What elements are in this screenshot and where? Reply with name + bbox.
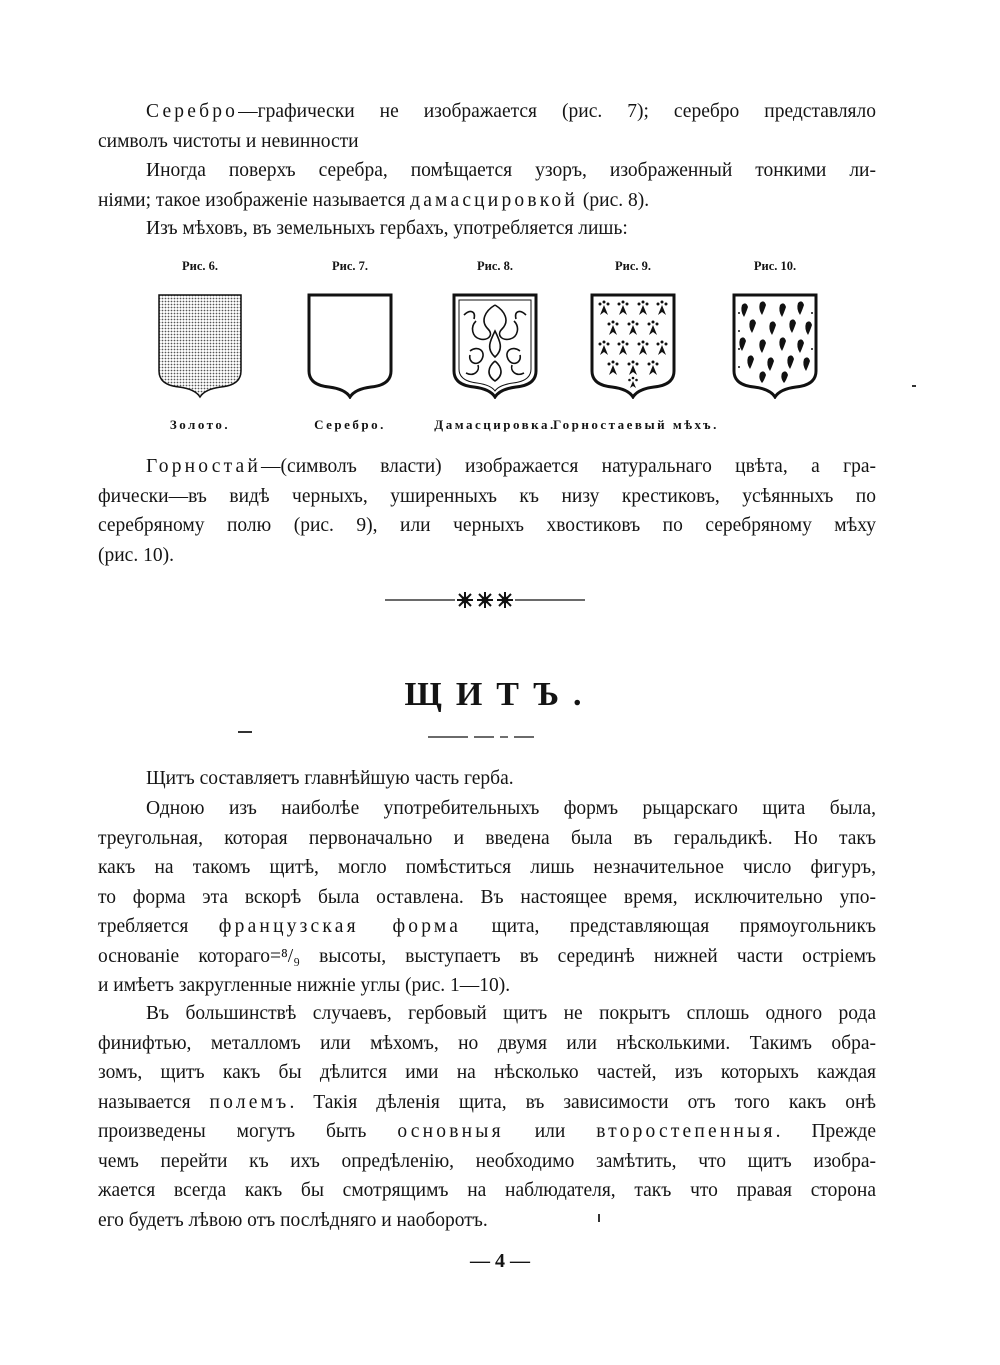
furs-intro-paragraph: Изъ мѣховъ, въ земельныхъ гербахъ, употребляется лишь: — [146, 218, 628, 239]
figure-caption: Горностаевый мѣхъ. — [553, 417, 719, 432]
figure-label: Рис. 8. — [476, 259, 513, 273]
figure-caption: Дамасцировка. — [434, 417, 556, 432]
figure-silver — [290, 255, 410, 435]
figure-ermine-tails — [715, 255, 835, 435]
figure-caption: Золото. — [169, 417, 231, 432]
shield-form-paragraph: Одною изъ наиболѣе употребительныхъ формъ рыцарскаго щита была, треугольная, которая первоначально и введена была въ геральдикѣ. Но такъ какъ на такомъ щитѣ, могло помѣститься лишь незначительное число фигуръ, то форма эта вскорѣ была оставлена. Въ настоящее время, исключительно упо- требляется французская форма щита, представляющая прямоугольникъ основаніе котораго=⁸/₉ высоты, выступаетъ въ серединѣ нижней части остріемъ и имѣетъ закругленные нижніе углы (рис. 1—10). — [98, 798, 876, 996]
silver-paragraph: Серебро—графически не изображается (рис. 7); серебро представляло символъ чистоты и невинности — [98, 101, 876, 152]
term-french-form: французская форма — [218, 916, 462, 937]
shield-fields-paragraph: Въ большинствѣ случаевъ, гербовый щитъ не покрытъ сплошь одного рода финифтью, металломъ или мѣхомъ, но двумя или нѣсколькими. Такимъ обра- зомъ, щитъ какъ бы дѣлится ими на нѣсколько частей, изъ которыхъ каждая называется полемъ. Такія дѣленія щита, въ зависимости отъ того какъ онѣ произведены могутъ быть основныя или второстепенныя. Прежде чемъ перейти къ ихъ опредѣленію, необходимо замѣтить, что щитъ изобра- жается всегда какъ бы смотрящимъ на наблюдателя, такъ что правая сторона его будетъ лѣвою отъ послѣдняго и наоборотъ. — [98, 1003, 876, 1231]
title-underline-dashes — [428, 734, 534, 740]
damask-paragraph: Иногда поверхъ серебра, помѣщается узоръ, изображенный тонкими ли- ніями; такое изображеніе называется дамасцировкой (рис. 8). — [98, 160, 876, 211]
shield-damask-icon — [450, 291, 540, 399]
term-basic: основныя — [397, 1121, 504, 1142]
scan-speck — [598, 1214, 600, 1222]
figure-label: Рис. 6. — [181, 259, 218, 273]
heraldic-tinctures-figures — [140, 255, 860, 435]
shield-gold-icon — [155, 291, 245, 399]
term-silver: Серебро — [146, 101, 239, 122]
page-number: — 4 — — [470, 1250, 530, 1272]
term-field: полемъ — [209, 1091, 290, 1113]
figure-ermine — [553, 255, 719, 435]
ermine-paragraph: Горностай—(символъ власти) изображается натуральнаго цвѣта, а гра- фически—въ видѣ черныхъ, уширенныхъ къ низу крестиковъ, усѣянныхъ по серебряному полю (рис. 9), или черныхъ хвостиковъ по серебряному мѣху (рис. 10). — [98, 456, 876, 566]
shield-ermine-icon — [588, 291, 678, 399]
shield-silver-icon — [305, 291, 395, 399]
figure-caption: Серебро. — [314, 417, 386, 432]
margin-mark — [238, 731, 252, 733]
figure-label: Рис. 9. — [614, 259, 651, 273]
figure-label: Рис. 10. — [753, 259, 797, 273]
shield-ermine-tails-icon — [730, 291, 820, 399]
figure-label: Рис. 7. — [331, 259, 368, 273]
term-ermine: Горностай — [146, 456, 262, 477]
figure-gold — [140, 255, 260, 435]
ornamental-divider — [385, 589, 585, 611]
shield-intro-paragraph: Щитъ составляетъ главнѣйшую часть герба. — [146, 768, 514, 789]
term-damask: дамасцировкой — [410, 189, 579, 211]
scan-speck — [912, 385, 916, 387]
section-title: ЩИТЪ. — [404, 676, 596, 713]
term-secondary: второстепенныя — [596, 1121, 776, 1142]
figure-damask — [435, 255, 555, 435]
